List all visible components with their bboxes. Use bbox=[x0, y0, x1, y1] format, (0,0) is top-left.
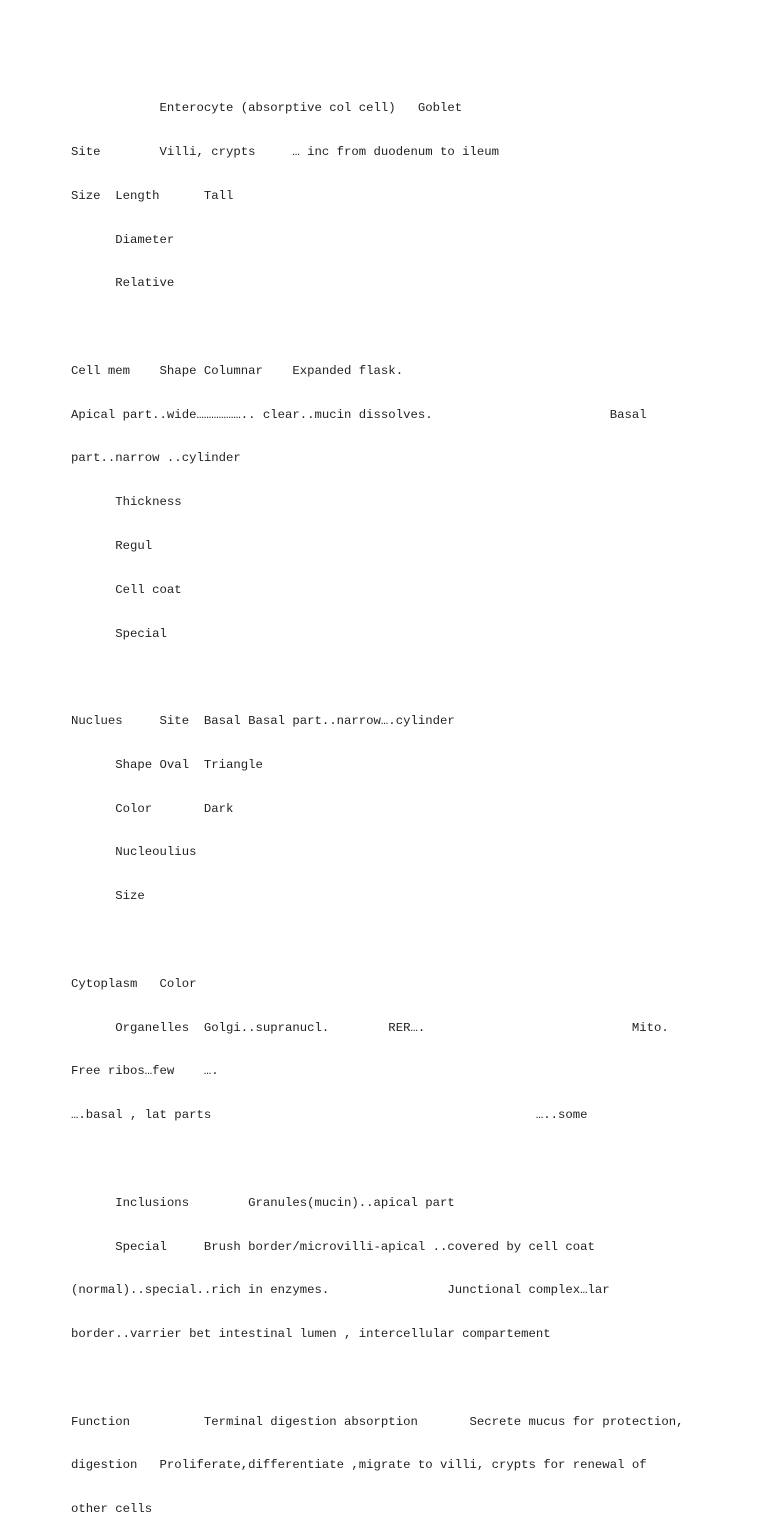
text-line: Relative bbox=[71, 276, 175, 291]
text-line: Apical part..wide……………….. clear..mucin dissolves. Basal bbox=[71, 407, 647, 422]
text-line: Color Dark bbox=[71, 801, 234, 816]
text-line: Function Terminal digestion absorption Secrete mucus for protection, bbox=[71, 1414, 684, 1429]
text-line: Inclusions Granules(mucin)..apical part bbox=[71, 1195, 455, 1210]
document-page bbox=[71, 72, 711, 1531]
text-line: Special Brush border/microvilli-apical ..covered by cell coat bbox=[71, 1239, 595, 1254]
text-line: Shape Oval Triangle bbox=[71, 757, 263, 772]
text-line: Cell mem Shape Columnar Expanded flask. bbox=[71, 363, 404, 378]
blank-line bbox=[71, 1371, 711, 1386]
text-line: Nuclues Site Basal Basal part..narrow….cylinder bbox=[71, 714, 455, 729]
text-line: Nucleoulius bbox=[71, 845, 197, 860]
text-line: Cytoplasm Color bbox=[71, 976, 197, 991]
text-line: Organelles Golgi..supranucl. RER…. Mito. bbox=[71, 1020, 669, 1035]
text-line: Size bbox=[71, 889, 145, 904]
text-line: Regul bbox=[71, 539, 153, 553]
text-line: (normal)..special..rich in enzymes. Junctional complex…lar bbox=[71, 1283, 610, 1298]
text-line: Site Villi, crypts … inc from duodenum to ileum bbox=[71, 144, 500, 159]
text-line: Special bbox=[71, 626, 167, 641]
text-line: digestion Proliferate,differentiate ,migrate to villi, crypts for renewal of bbox=[71, 1458, 647, 1473]
text-line: other cells bbox=[71, 1502, 153, 1517]
blank-line bbox=[71, 933, 711, 948]
blank-line bbox=[71, 670, 711, 685]
text-line: Size Length Tall bbox=[71, 188, 234, 203]
text-line: Enterocyte (absorptive col cell) Goblet bbox=[71, 101, 463, 116]
text-line: Free ribos…few …. bbox=[71, 1064, 219, 1079]
text-line: ….basal , lat parts …..some bbox=[71, 1108, 588, 1123]
text-line: border..varrier bet intestinal lumen , intercellular compartement bbox=[71, 1327, 551, 1342]
blank-line bbox=[71, 320, 711, 335]
text-line: Cell coat bbox=[71, 582, 182, 597]
blank-line bbox=[71, 1152, 711, 1167]
text-line: part..narrow ..cylinder bbox=[71, 451, 241, 466]
text-line: Thickness bbox=[71, 495, 182, 510]
text-line: Diameter bbox=[71, 232, 175, 247]
